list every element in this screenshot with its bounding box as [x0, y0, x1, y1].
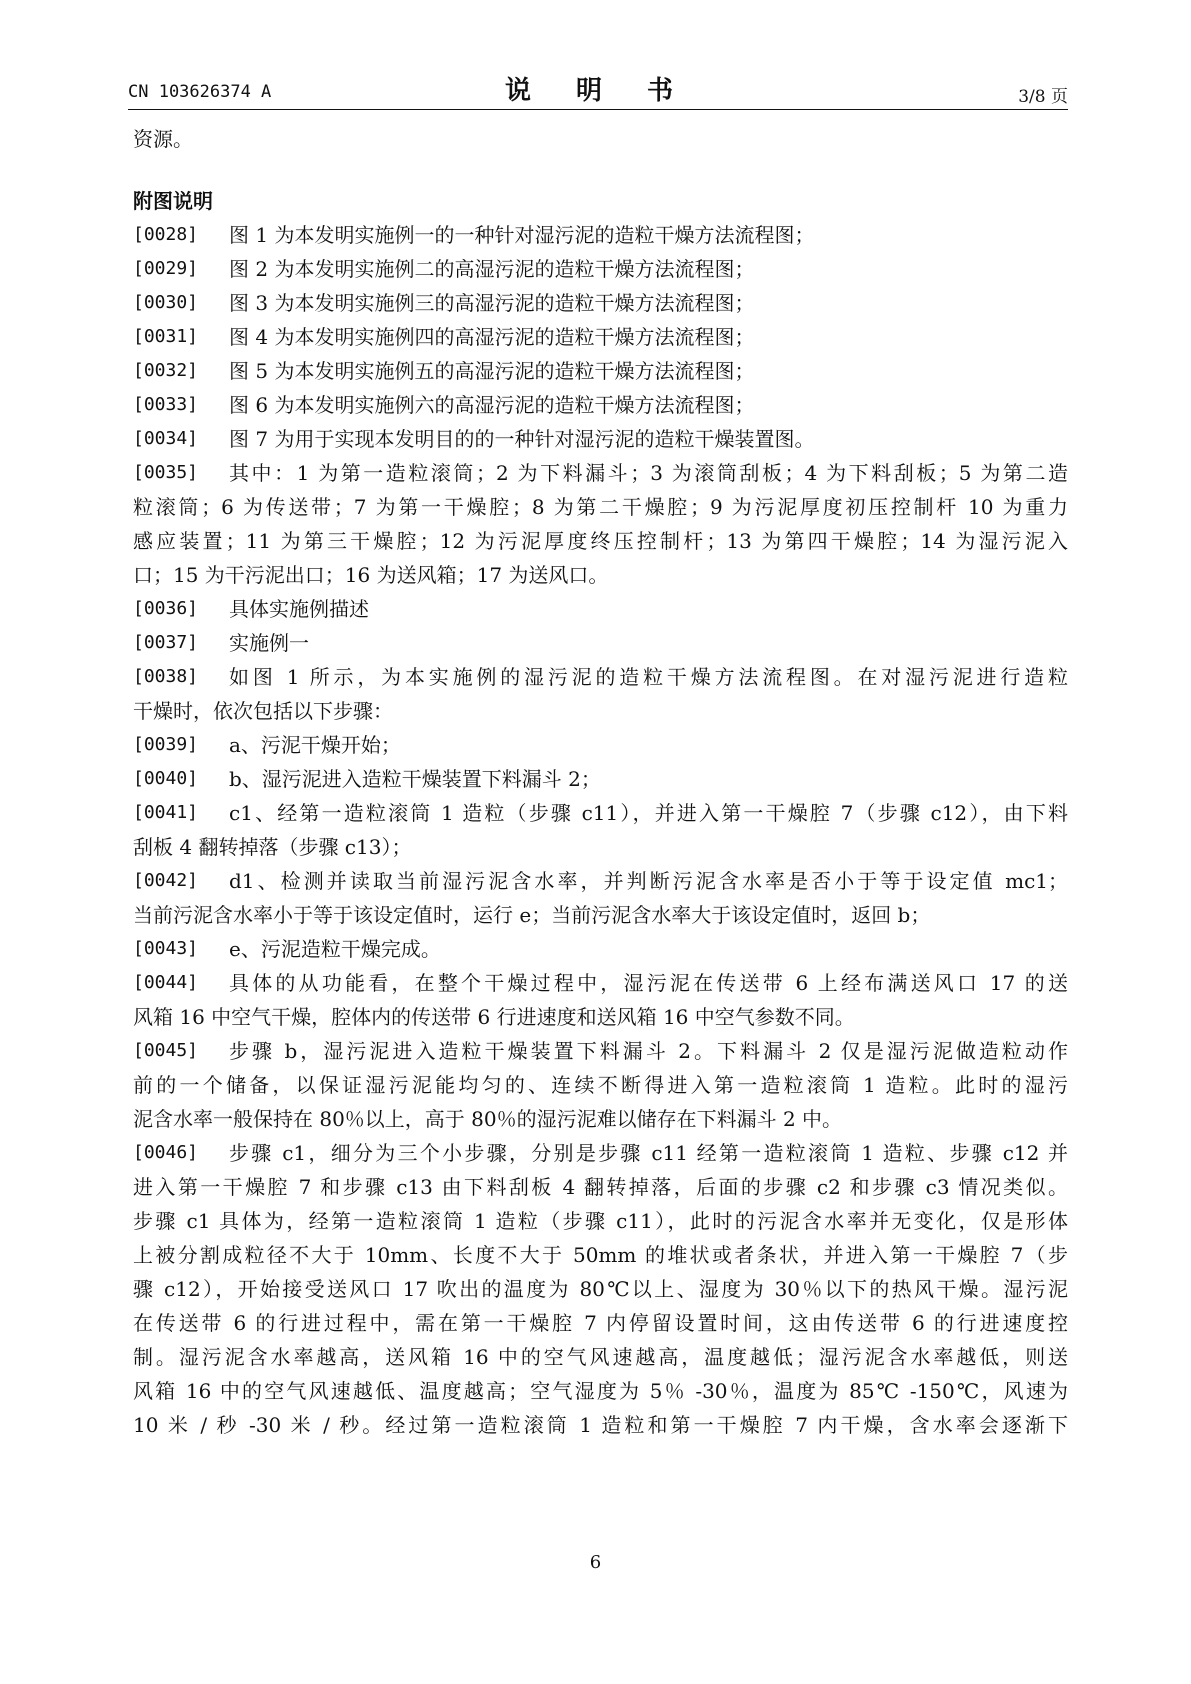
paragraph-line: 图 6 为本发明实施例六的高湿污泥的造粒干燥方法流程图； [229, 393, 755, 417]
paragraph-line: 图 7 为用于实现本发明目的的一种针对湿污泥的造粒干燥装置图。 [229, 427, 815, 451]
paragraph-0046 [133, 1136, 1068, 1170]
paragraph-0036 [133, 592, 1068, 626]
paragraph-line: 10 米 / 秒 -30 米 / 秒。经过第一造粒滚筒 1 造粒和第一干燥腔 7 内干燥，含水率会逐渐下 [133, 1413, 1068, 1437]
paragraph-0028 [133, 218, 1068, 252]
section-gap [133, 156, 1068, 184]
paragraph-line: 图 3 为本发明实施例三的高湿污泥的造粒干燥方法流程图； [229, 291, 755, 315]
paragraph-number: [0028] [133, 224, 199, 245]
paragraph-0033 [133, 388, 1068, 422]
paragraph-0029 [133, 252, 1068, 286]
paragraph-line: 口；15 为干污泥出口；16 为送风箱；17 为送风口。 [133, 563, 609, 587]
paragraph-0030 [133, 286, 1068, 320]
paragraph-0039 [133, 728, 1068, 762]
paragraph-line: 感应装置；11 为第三干燥腔；12 为污泥厚度终压控制杆；13 为第四干燥腔；14 为湿污泥入 [133, 529, 1068, 553]
paragraph-line: c1、经第一造粒滚筒 1 造粒（步骤 c11），并进入第一干燥腔 7（步骤 c12），由下料 [229, 801, 1068, 825]
paragraph-0031 [133, 320, 1068, 354]
paragraph-number: [0035] [133, 462, 199, 483]
paragraph-line: 干燥时，依次包括以下步骤： [133, 699, 393, 723]
paragraph-number: [0043] [133, 938, 199, 959]
paragraph-line: 在传送带 6 的行进过程中，需在第一干燥腔 7 内停留设置时间，这由传送带 6 的行进速度控 [133, 1311, 1068, 1335]
intro-line: 资源。 [133, 127, 193, 151]
paragraph-number: [0034] [133, 428, 199, 449]
paragraph-0037 [133, 626, 1068, 660]
paragraph-line: 上被分割成粒径不大于 10mm、长度不大于 50mm 的堆状或者条状，并进入第一干燥腔 7（步 [133, 1243, 1068, 1267]
patent-number: CN 103626374 A [128, 82, 272, 102]
paragraph-line: 当前污泥含水率小于等于该设定值时，运行 e；当前污泥含水率大于该设定值时，返回 b； [133, 903, 931, 927]
paragraph-line: 其中：1 为第一造粒滚筒；2 为下料漏斗；3 为滚筒刮板；4 为下料刮板；5 为第二造 [229, 461, 1068, 485]
page-number: 6 [589, 1552, 602, 1573]
paragraph-number: [0032] [133, 360, 199, 381]
paragraph-line: 图 5 为本发明实施例五的高湿污泥的造粒干燥方法流程图； [229, 359, 755, 383]
paragraph-line: 风箱 16 中的空气风速越低、温度越高；空气湿度为 5％ -30％，温度为 85℃ -150℃，风速为 [133, 1379, 1068, 1403]
paragraph-line: 图 2 为本发明实施例二的高湿污泥的造粒干燥方法流程图； [229, 257, 755, 281]
paragraph-0034 [133, 422, 1068, 456]
paragraph-number: [0033] [133, 394, 199, 415]
page-header [128, 70, 1068, 110]
paragraph-line: b、湿污泥进入造粒干燥装置下料漏斗 2； [229, 767, 601, 791]
paragraph-0035 [133, 456, 1068, 490]
paragraph-0043 [133, 932, 1068, 966]
paragraph-line: 实施例一 [229, 631, 309, 655]
paragraph-0032 [133, 354, 1068, 388]
paragraph-line: 图 4 为本发明实施例四的高湿污泥的造粒干燥方法流程图； [229, 325, 755, 349]
paragraph-number: [0041] [133, 802, 199, 823]
paragraph-number: [0031] [133, 326, 199, 347]
paragraph-number: [0030] [133, 292, 199, 313]
paragraph-number: [0044] [133, 972, 199, 993]
paragraph-0038 [133, 660, 1068, 694]
paragraph-number: [0045] [133, 1040, 199, 1061]
paragraph-number: [0039] [133, 734, 199, 755]
paragraph-line: 刮板 4 翻转掉落（步骤 c13）； [133, 835, 412, 859]
paragraph-number: [0038] [133, 666, 199, 687]
paragraph-line: 前的一个储备，以保证湿污泥能均匀的、连续不断得进入第一造粒滚筒 1 造粒。此时的湿污 [133, 1073, 1068, 1097]
paragraph-0040 [133, 762, 1068, 796]
paragraph-line: 进入第一干燥腔 7 和步骤 c13 由下料刮板 4 翻转掉落，后面的步骤 c2 和步骤 c3 情况类似。 [133, 1175, 1068, 1199]
document-body [133, 122, 1068, 1442]
paragraph-number: [0040] [133, 768, 199, 789]
paragraph-line: 步骤 b，湿污泥进入造粒干燥装置下料漏斗 2。下料漏斗 2 仅是湿污泥做造粒动作 [229, 1039, 1068, 1063]
paragraph-0042 [133, 864, 1068, 898]
paragraph-0041 [133, 796, 1068, 830]
paragraph-number: [0037] [133, 632, 199, 653]
paragraph-number: [0036] [133, 598, 199, 619]
paragraph-number: [0046] [133, 1142, 199, 1163]
paragraph-line: 步骤 c1，细分为三个小步骤，分别是步骤 c11 经第一造粒滚筒 1 造粒、步骤 c12 并 [229, 1141, 1068, 1165]
paragraph-line: 图 1 为本发明实施例一的一种针对湿污泥的造粒干燥方法流程图； [229, 223, 815, 247]
paragraph-line: e、污泥造粒干燥完成。 [229, 937, 441, 961]
paragraph-line: 风箱 16 中空气干燥，腔体内的传送带 6 行进速度和送风箱 16 中空气参数不同。 [133, 1005, 855, 1029]
page-indicator: 3/8 页 [1018, 87, 1068, 107]
paragraph-line: 如图 1 所示，为本实施例的湿污泥的造粒干燥方法流程图。在对湿污泥进行造粒 [229, 665, 1068, 689]
paragraph-line: d1、检测并读取当前湿污泥含水率，并判断污泥含水率是否小于等于设定值 mc1； [229, 869, 1068, 893]
paragraph-line: 具体实施例描述 [229, 597, 369, 621]
paragraph-number: [0042] [133, 870, 199, 891]
section-heading: 附图说明 [133, 189, 213, 213]
paragraph-0044 [133, 966, 1068, 1000]
paragraph-line: 粒滚筒；6 为传送带；7 为第一干燥腔；8 为第二干燥腔；9 为污泥厚度初压控制杆 10 为重力 [133, 495, 1068, 519]
paragraph-line: 具体的从功能看，在整个干燥过程中，湿污泥在传送带 6 上经布满送风口 17 的送 [229, 971, 1068, 995]
paragraph-line: 泥含水率一般保持在 80％以上，高于 80％的湿污泥难以储存在下料漏斗 2 中。 [133, 1107, 843, 1131]
document-title: 说 明 书 [504, 76, 692, 106]
paragraph-line: 制。湿污泥含水率越高，送风箱 16 中的空气风速越高，温度越低；湿污泥含水率越低，则送 [133, 1345, 1068, 1369]
paragraph-line: 骤 c12），开始接受送风口 17 吹出的温度为 80℃以上、湿度为 30％以下的热风干燥。湿污泥 [133, 1277, 1068, 1301]
paragraph-number: [0029] [133, 258, 199, 279]
paragraph-line: a、污泥干燥开始； [229, 733, 401, 757]
paragraph-line: 步骤 c1 具体为，经第一造粒滚筒 1 造粒（步骤 c11），此时的污泥含水率并无变化，仅是形体 [133, 1209, 1068, 1233]
paragraph-0045 [133, 1034, 1068, 1068]
header-rule [128, 109, 1068, 110]
